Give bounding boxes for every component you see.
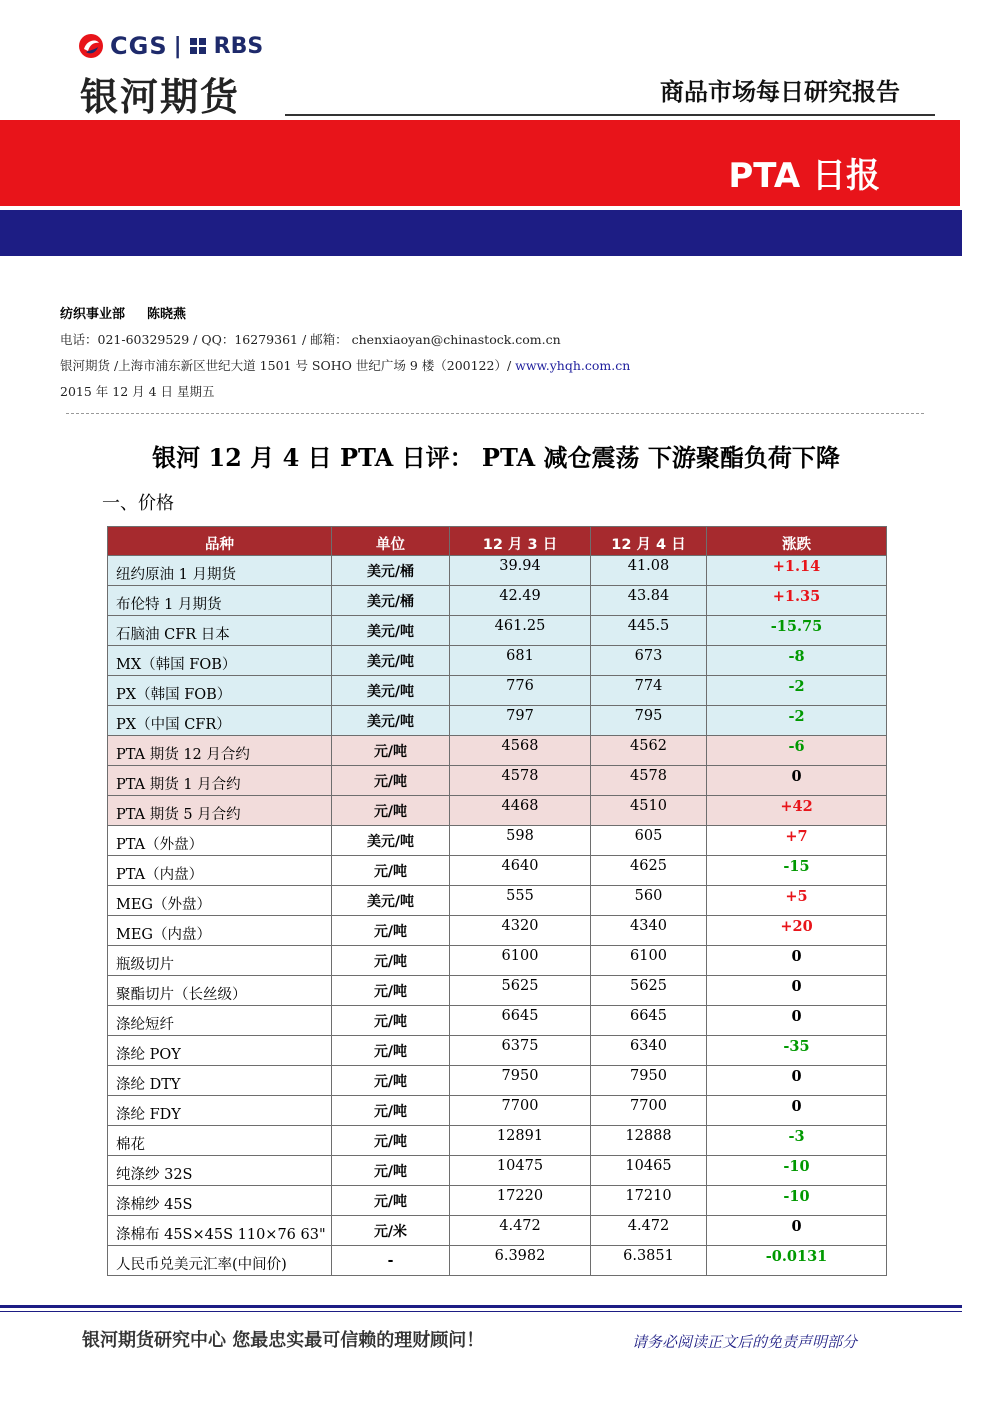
logo-cgs-text: CGS: [110, 32, 168, 60]
change-cell: 0: [707, 1006, 887, 1036]
col-header-product: 品种: [108, 527, 332, 556]
change-cell: -0.0131: [707, 1246, 887, 1276]
unit-cell: 美元/吨: [332, 886, 450, 916]
unit-cell: 美元/吨: [332, 826, 450, 856]
product-cell: PX（韩国 FOB）: [108, 676, 332, 706]
table-row: [108, 1006, 887, 1036]
day1-value-cell: 6375: [450, 1036, 591, 1066]
day2-value-cell: 5625: [591, 976, 707, 1006]
day1-value-cell: 5625: [450, 976, 591, 1006]
day1-value-cell: 4468: [450, 796, 591, 826]
table-header-row: [108, 527, 887, 556]
product-cell: PTA（外盘）: [108, 826, 332, 856]
unit-cell: 美元/桶: [332, 586, 450, 616]
unit-cell: 美元/吨: [332, 646, 450, 676]
day1-value-cell: 6100: [450, 946, 591, 976]
day1-value-cell: 17220: [450, 1186, 591, 1216]
table-row: [108, 796, 887, 826]
day2-value-cell: 605: [591, 826, 707, 856]
day2-value-cell: 41.08: [591, 556, 707, 586]
table-row: [108, 1156, 887, 1186]
day2-value-cell: 6.3851: [591, 1246, 707, 1276]
day2-value-cell: 4562: [591, 736, 707, 766]
day2-value-cell: 7700: [591, 1096, 707, 1126]
product-cell: 涤纶 DTY: [108, 1066, 332, 1096]
table-row: [108, 646, 887, 676]
unit-cell: 元/吨: [332, 976, 450, 1006]
table-row: [108, 706, 887, 736]
table-row: [108, 1066, 887, 1096]
product-cell: 棉花: [108, 1126, 332, 1156]
day1-value-cell: 461.25: [450, 616, 591, 646]
unit-cell: 元/吨: [332, 766, 450, 796]
day2-value-cell: 4.472: [591, 1216, 707, 1246]
product-cell: 纯涤纱 32S: [108, 1156, 332, 1186]
day2-value-cell: 795: [591, 706, 707, 736]
change-cell: +5: [707, 886, 887, 916]
table-row: [108, 586, 887, 616]
department: 纺织事业部: [60, 307, 126, 322]
day1-value-cell: 12891: [450, 1126, 591, 1156]
day1-value-cell: 7950: [450, 1066, 591, 1096]
day2-value-cell: 43.84: [591, 586, 707, 616]
change-cell: -35: [707, 1036, 887, 1066]
day1-value-cell: 4578: [450, 766, 591, 796]
logo-separator: |: [173, 33, 182, 59]
cgs-logo-icon: [78, 33, 104, 59]
table-body: [108, 556, 887, 1276]
day1-value-cell: 4640: [450, 856, 591, 886]
report-title: PTA 日报: [728, 156, 880, 196]
change-cell: +7: [707, 826, 887, 856]
product-cell: PTA 期货 1 月合约: [108, 766, 332, 796]
unit-cell: 元/吨: [332, 1126, 450, 1156]
table-row: [108, 1096, 887, 1126]
day1-value-cell: 7700: [450, 1096, 591, 1126]
unit-cell: 美元/吨: [332, 676, 450, 706]
unit-cell: 元/米: [332, 1216, 450, 1246]
day1-value-cell: 681: [450, 646, 591, 676]
dashed-divider: [66, 413, 924, 414]
change-cell: -6: [707, 736, 887, 766]
product-cell: 聚酯切片（长丝级）: [108, 976, 332, 1006]
product-cell: 涤纶短纤: [108, 1006, 332, 1036]
day1-value-cell: 797: [450, 706, 591, 736]
change-cell: 0: [707, 976, 887, 1006]
day2-value-cell: 560: [591, 886, 707, 916]
table-row: [108, 1036, 887, 1066]
product-cell: PTA 期货 5 月合约: [108, 796, 332, 826]
unit-cell: 元/吨: [332, 1156, 450, 1186]
product-cell: 瓶级切片: [108, 946, 332, 976]
logo-rbs-text: RBS: [213, 33, 264, 59]
company-logo: [78, 30, 263, 62]
table-row: [108, 736, 887, 766]
day2-value-cell: 12888: [591, 1126, 707, 1156]
product-cell: PX（中国 CFR）: [108, 706, 332, 736]
table-row: [108, 946, 887, 976]
day1-value-cell: 598: [450, 826, 591, 856]
unit-cell: 美元/桶: [332, 556, 450, 586]
table-row: [108, 856, 887, 886]
day1-value-cell: 4320: [450, 916, 591, 946]
footer-slogan: 银河期货研究中心 您最忠实最可信赖的理财顾问！: [82, 1330, 485, 1351]
company-name-cn: 银河期货: [80, 75, 241, 119]
day2-value-cell: 6340: [591, 1036, 707, 1066]
day1-value-cell: 6.3982: [450, 1246, 591, 1276]
unit-cell: 美元/吨: [332, 706, 450, 736]
day2-value-cell: 4578: [591, 766, 707, 796]
product-cell: 石脑油 CFR 日本: [108, 616, 332, 646]
change-cell: 0: [707, 766, 887, 796]
table-row: [108, 766, 887, 796]
product-cell: 涤棉布 45S×45S 110×76 63": [108, 1216, 332, 1246]
table-row: [108, 1126, 887, 1156]
title-band-blue: [0, 210, 962, 256]
change-cell: -10: [707, 1186, 887, 1216]
article-title: 银河 12 月 4 日 PTA 日评： PTA 减仓震荡 下游聚酯负荷下降: [152, 443, 840, 472]
author-name: 陈晓燕: [147, 307, 187, 322]
unit-cell: 元/吨: [332, 946, 450, 976]
footer-disclaimer-note: 请务必阅读正文后的免责声明部分: [632, 1333, 858, 1351]
day2-value-cell: 774: [591, 676, 707, 706]
header-rule: [285, 114, 935, 116]
section-title: 一、价格: [102, 493, 174, 514]
day1-value-cell: 4.472: [450, 1216, 591, 1246]
unit-cell: 元/吨: [332, 1186, 450, 1216]
day1-value-cell: 10475: [450, 1156, 591, 1186]
author-line: [60, 303, 208, 322]
change-cell: +1.14: [707, 556, 887, 586]
table-row: [108, 1216, 887, 1246]
product-cell: 人民币兑美元汇率(中间价): [108, 1246, 332, 1276]
change-cell: 0: [707, 1066, 887, 1096]
product-cell: MEG（外盘）: [108, 886, 332, 916]
table-row: [108, 826, 887, 856]
product-cell: 涤棉纱 45S: [108, 1186, 332, 1216]
day2-value-cell: 673: [591, 646, 707, 676]
price-table: [107, 526, 887, 1276]
day2-value-cell: 4510: [591, 796, 707, 826]
address-text: 银河期货 /上海市浦东新区世纪大道 1501 号 SOHO 世纪广场 9 楼（200122）/: [60, 358, 516, 373]
product-cell: 涤纶 FDY: [108, 1096, 332, 1126]
change-cell: +42: [707, 796, 887, 826]
unit-cell: 元/吨: [332, 1006, 450, 1036]
table-row: [108, 1246, 887, 1276]
day2-value-cell: 17210: [591, 1186, 707, 1216]
footer-rule: [0, 1305, 962, 1308]
change-cell: 0: [707, 1216, 887, 1246]
change-cell: -2: [707, 706, 887, 736]
day1-value-cell: 39.94: [450, 556, 591, 586]
day1-value-cell: 776: [450, 676, 591, 706]
col-header-day2: 12 月 4 日: [591, 527, 707, 556]
day1-value-cell: 555: [450, 886, 591, 916]
product-cell: 纽约原油 1 月期货: [108, 556, 332, 586]
product-cell: PTA 期货 12 月合约: [108, 736, 332, 766]
product-cell: MEG（内盘）: [108, 916, 332, 946]
contact-info: 电话：021-60329529 / QQ：16279361 / 邮箱： chenxiaoyan@chinastock.com.cn: [60, 332, 561, 347]
day2-value-cell: 445.5: [591, 616, 707, 646]
footer-rule-thin: [0, 1311, 962, 1312]
table-row: [108, 676, 887, 706]
unit-cell: 元/吨: [332, 1096, 450, 1126]
change-cell: -8: [707, 646, 887, 676]
report-type: 商品市场每日研究报告: [660, 78, 900, 106]
day2-value-cell: 4625: [591, 856, 707, 886]
table-row: [108, 556, 887, 586]
day2-value-cell: 7950: [591, 1066, 707, 1096]
table-row: [108, 886, 887, 916]
change-cell: -2: [707, 676, 887, 706]
change-cell: -10: [707, 1156, 887, 1186]
address-line: [60, 356, 630, 374]
change-cell: +1.35: [707, 586, 887, 616]
day2-value-cell: 10465: [591, 1156, 707, 1186]
product-cell: PTA（内盘）: [108, 856, 332, 886]
report-date: 2015 年 12 月 4 日 星期五: [60, 384, 215, 399]
day2-value-cell: 4340: [591, 916, 707, 946]
unit-cell: 美元/吨: [332, 616, 450, 646]
day2-value-cell: 6100: [591, 946, 707, 976]
table-row: [108, 1186, 887, 1216]
table-row: [108, 976, 887, 1006]
change-cell: -15.75: [707, 616, 887, 646]
website-link[interactable]: www.yhqh.com.cn: [515, 358, 631, 373]
change-cell: 0: [707, 946, 887, 976]
product-cell: MX（韩国 FOB）: [108, 646, 332, 676]
unit-cell: -: [332, 1246, 450, 1276]
day1-value-cell: 42.49: [450, 586, 591, 616]
unit-cell: 元/吨: [332, 856, 450, 886]
day1-value-cell: 4568: [450, 736, 591, 766]
unit-cell: 元/吨: [332, 1066, 450, 1096]
day2-value-cell: 6645: [591, 1006, 707, 1036]
rbs-logo-icon: [188, 36, 208, 56]
day1-value-cell: 6645: [450, 1006, 591, 1036]
change-cell: +20: [707, 916, 887, 946]
col-header-unit: 单位: [332, 527, 450, 556]
table-row: [108, 916, 887, 946]
product-cell: 布伦特 1 月期货: [108, 586, 332, 616]
unit-cell: 元/吨: [332, 736, 450, 766]
change-cell: 0: [707, 1096, 887, 1126]
unit-cell: 元/吨: [332, 796, 450, 826]
table-row: [108, 616, 887, 646]
product-cell: 涤纶 POY: [108, 1036, 332, 1066]
change-cell: -15: [707, 856, 887, 886]
col-header-change: 涨跌: [707, 527, 887, 556]
unit-cell: 元/吨: [332, 916, 450, 946]
change-cell: -3: [707, 1126, 887, 1156]
unit-cell: 元/吨: [332, 1036, 450, 1066]
col-header-day1: 12 月 3 日: [450, 527, 591, 556]
